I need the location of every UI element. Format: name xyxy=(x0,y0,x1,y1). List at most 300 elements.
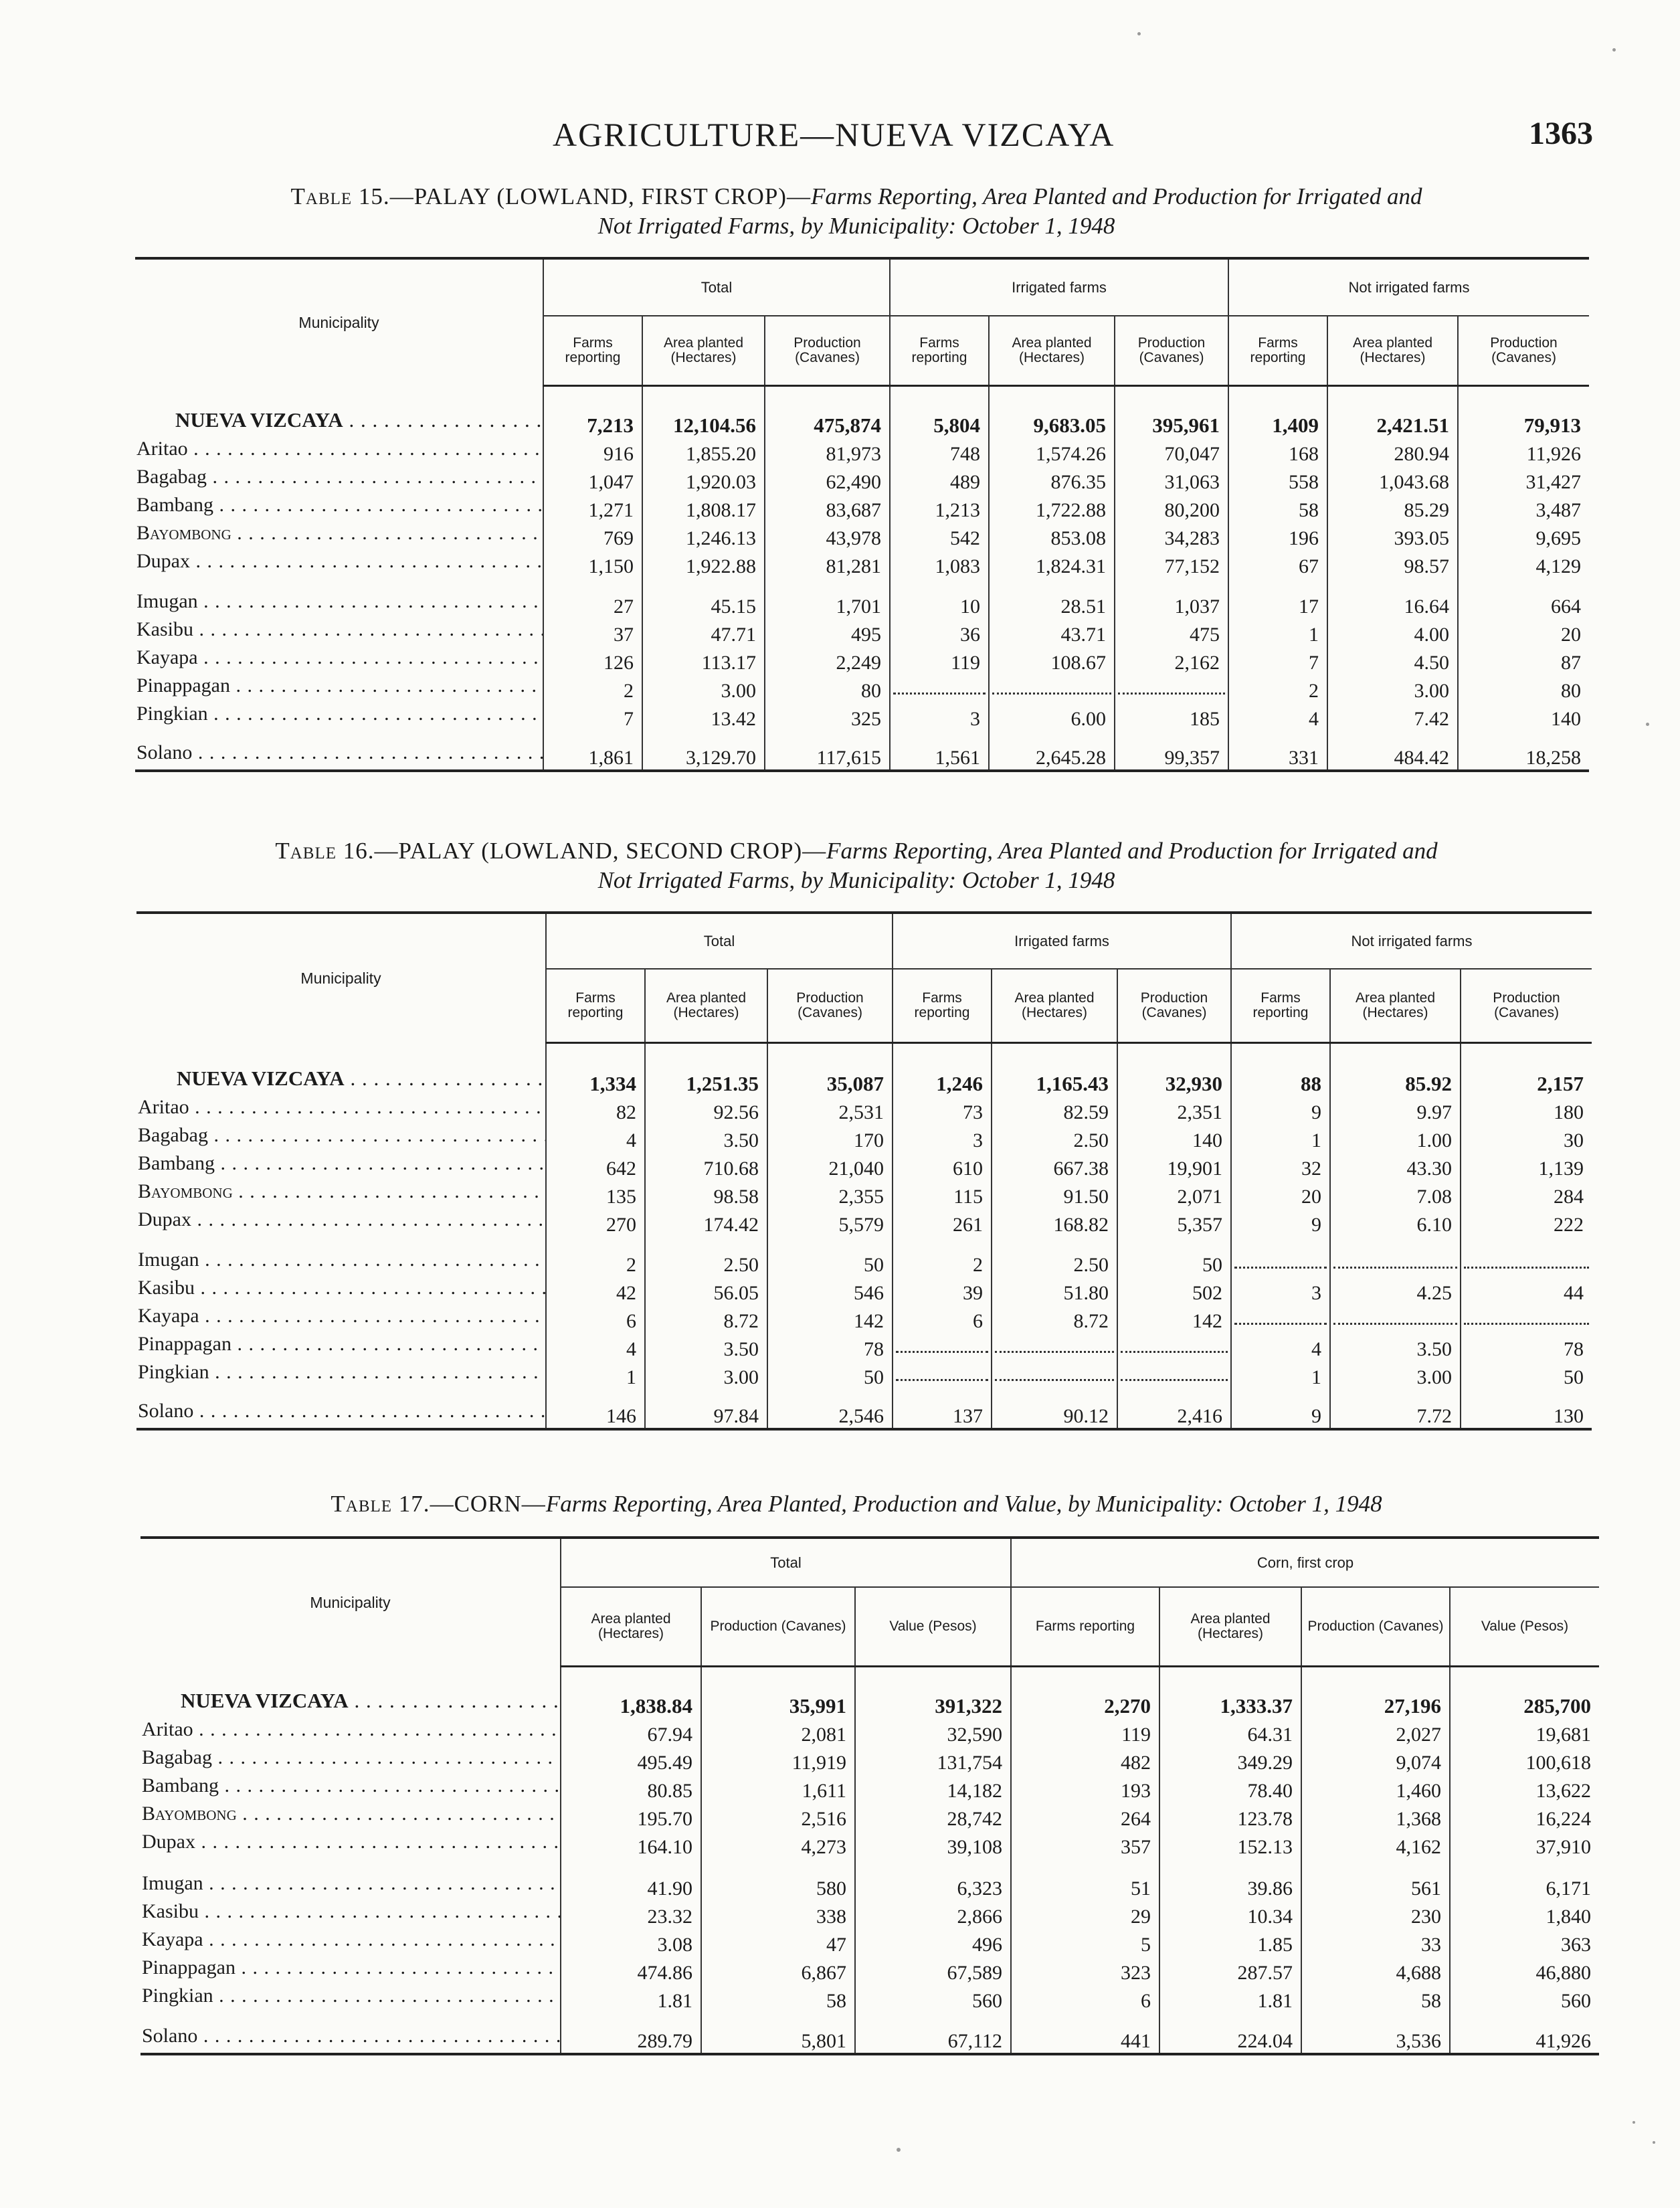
empty-cell xyxy=(1231,1305,1330,1333)
municipality-label: Bagabag xyxy=(138,1124,208,1146)
data-cell: 4.00 xyxy=(1327,618,1458,646)
municipality-label: Imugan xyxy=(136,590,198,612)
municipality-label: Bambang xyxy=(136,494,213,516)
table17-farms-reporting-header: Farms reporting xyxy=(1011,1587,1159,1666)
table15-label: Table 15. xyxy=(290,183,390,209)
data-cell: 45.15 xyxy=(642,578,765,618)
data-cell: 117,615 xyxy=(765,731,890,771)
data-cell: 2 xyxy=(543,674,642,703)
data-cell: 1,083 xyxy=(890,550,989,578)
data-cell: 146 xyxy=(546,1389,645,1429)
data-cell: 3.50 xyxy=(645,1124,767,1152)
data-cell: 2,546 xyxy=(767,1389,893,1429)
data-cell: 90.12 xyxy=(992,1389,1117,1429)
data-cell: 9,074 xyxy=(1301,1746,1450,1774)
municipality-name xyxy=(135,731,543,771)
table17-production-header: Production (Cavanes) xyxy=(1301,1587,1450,1666)
data-cell: 1,047 xyxy=(543,466,642,494)
table15-area-planted-header: Area planted (Hectares) xyxy=(1327,316,1458,385)
table16-production-header: Production (Cavanes) xyxy=(767,969,893,1042)
data-cell: 6,323 xyxy=(855,1859,1011,1900)
data-cell: 58 xyxy=(701,1985,855,2013)
municipality-label: Bagabag xyxy=(142,1746,212,1768)
municipality-name xyxy=(136,1277,546,1305)
data-cell: 6.00 xyxy=(989,703,1115,731)
data-cell: 81,973 xyxy=(765,438,890,466)
data-cell: 12,104.56 xyxy=(642,385,765,438)
data-cell: 1,246 xyxy=(893,1042,992,1096)
municipality-label: NUEVA VIZCAYA xyxy=(181,1689,349,1712)
data-cell: 3.00 xyxy=(1330,1361,1461,1389)
table-row xyxy=(141,1774,1599,1803)
data-cell: 1,922.88 xyxy=(642,550,765,578)
table15-production-header: Production (Cavanes) xyxy=(1458,316,1589,385)
table-row xyxy=(136,1208,1592,1236)
data-cell: 78 xyxy=(1461,1333,1592,1361)
data-cell: 62,490 xyxy=(765,466,890,494)
data-cell: 2,027 xyxy=(1301,1718,1450,1746)
data-cell: 137 xyxy=(893,1389,992,1429)
municipality-name xyxy=(141,1746,561,1774)
data-cell: 1,246.13 xyxy=(642,522,765,550)
municipality-name xyxy=(135,646,543,674)
data-cell: 261 xyxy=(893,1208,992,1236)
table17-total-header: Total xyxy=(561,1538,1011,1587)
municipality-name xyxy=(136,1389,546,1429)
table-row xyxy=(135,731,1589,771)
data-cell: 82 xyxy=(546,1096,645,1124)
municipality-name xyxy=(135,438,543,466)
data-cell: 2,866 xyxy=(855,1900,1011,1928)
data-cell: 73 xyxy=(893,1096,992,1124)
data-cell: 81,281 xyxy=(765,550,890,578)
data-cell: 3,129.70 xyxy=(642,731,765,771)
data-cell: 4.50 xyxy=(1327,646,1458,674)
data-cell: 769 xyxy=(543,522,642,550)
running-head xyxy=(0,115,1680,162)
data-cell: 8.72 xyxy=(992,1305,1117,1333)
table16-label: Table 16. xyxy=(275,838,375,864)
empty-cell xyxy=(1117,1361,1231,1389)
data-cell: 88 xyxy=(1231,1042,1330,1096)
municipality-name xyxy=(141,1928,561,1956)
data-cell: 19,681 xyxy=(1450,1718,1599,1746)
table-row xyxy=(141,1956,1599,1985)
data-cell: 2,416 xyxy=(1117,1389,1231,1429)
data-cell: 39,108 xyxy=(855,1831,1011,1859)
data-cell: 2,351 xyxy=(1117,1096,1231,1124)
municipality-name xyxy=(135,494,543,522)
table16-total-row xyxy=(136,1042,1592,1096)
data-cell: 331 xyxy=(1228,731,1327,771)
municipality-label: Pingkian xyxy=(136,703,208,725)
municipality-label: Solano xyxy=(136,741,193,763)
municipality-name xyxy=(141,2013,561,2054)
table17-value-header: Value (Pesos) xyxy=(1450,1587,1599,1666)
table16-farms-reporting-header: Farms reporting xyxy=(1231,969,1330,1042)
data-cell: 1,855.20 xyxy=(642,438,765,466)
table17-caption xyxy=(134,1489,1579,1519)
data-cell: 558 xyxy=(1228,466,1327,494)
table16-irrigated-header: Irrigated farms xyxy=(893,913,1231,969)
table16-area-planted-header: Area planted (Hectares) xyxy=(992,969,1117,1042)
data-cell: 46,880 xyxy=(1450,1956,1599,1985)
data-cell: 30 xyxy=(1461,1124,1592,1152)
empty-cell xyxy=(1461,1236,1592,1277)
table15-caption xyxy=(134,182,1579,241)
data-cell: 224.04 xyxy=(1159,2013,1301,2054)
table16-total-header: Total xyxy=(546,913,893,969)
table15-production-header: Production (Cavanes) xyxy=(765,316,890,385)
data-cell: 135 xyxy=(546,1180,645,1208)
data-cell: 1,334 xyxy=(546,1042,645,1096)
municipality-label: Solano xyxy=(142,2025,198,2047)
table17 xyxy=(141,1536,1599,2055)
data-cell: 9.97 xyxy=(1330,1096,1461,1124)
municipality-name xyxy=(136,1042,546,1096)
table-row xyxy=(135,618,1589,646)
data-cell: 43.71 xyxy=(989,618,1115,646)
table17-production-header: Production (Cavanes) xyxy=(701,1587,855,1666)
data-cell: 6 xyxy=(546,1305,645,1333)
data-cell: 195.70 xyxy=(561,1803,701,1831)
data-cell: 391,322 xyxy=(855,1666,1011,1718)
data-cell: 560 xyxy=(1450,1985,1599,2013)
data-cell: 1,701 xyxy=(765,578,890,618)
table-row xyxy=(141,2013,1599,2054)
data-cell: 285,700 xyxy=(1450,1666,1599,1718)
data-cell: 78.40 xyxy=(1159,1774,1301,1803)
data-cell: 50 xyxy=(1461,1361,1592,1389)
data-cell: 7.72 xyxy=(1330,1389,1461,1429)
municipality-label: Dupax xyxy=(136,550,190,572)
data-cell: 32,590 xyxy=(855,1718,1011,1746)
data-cell: 108.67 xyxy=(989,646,1115,674)
table16-area-planted-header: Area planted (Hectares) xyxy=(1330,969,1461,1042)
table16-desc-line1: Farms Reporting, Area Planted and Production for Irrigated and xyxy=(826,838,1438,864)
data-cell: 35,087 xyxy=(767,1042,893,1096)
municipality-label: Kasibu xyxy=(142,1900,199,1922)
data-cell: 8.72 xyxy=(645,1305,767,1333)
data-cell: 1,043.68 xyxy=(1327,466,1458,494)
table-row xyxy=(136,1389,1592,1429)
data-cell: 2,421.51 xyxy=(1327,385,1458,438)
data-cell: 2.50 xyxy=(645,1236,767,1277)
data-cell: 142 xyxy=(1117,1305,1231,1333)
municipality-label: NUEVA VIZCAYA xyxy=(177,1067,345,1090)
data-cell: 2,516 xyxy=(701,1803,855,1831)
data-cell: 10 xyxy=(890,578,989,618)
data-cell: 7.42 xyxy=(1327,703,1458,731)
empty-cell xyxy=(1115,674,1228,703)
data-cell: 6 xyxy=(893,1305,992,1333)
data-cell: 36 xyxy=(890,618,989,646)
data-cell: 43,978 xyxy=(765,522,890,550)
municipality-name xyxy=(135,466,543,494)
municipality-name xyxy=(135,522,543,550)
data-cell: 18,258 xyxy=(1458,731,1589,771)
data-cell: 119 xyxy=(1011,1718,1159,1746)
table17-value-header: Value (Pesos) xyxy=(855,1587,1011,1666)
table-row xyxy=(135,646,1589,674)
municipality-name xyxy=(141,1718,561,1746)
municipality-label: NUEVA VIZCAYA xyxy=(175,408,343,432)
page-title: AGRICULTURE—NUEVA VIZCAYA xyxy=(553,116,1115,153)
data-cell: 37 xyxy=(543,618,642,646)
data-cell: 13,622 xyxy=(1450,1774,1599,1803)
data-cell: 193 xyxy=(1011,1774,1159,1803)
data-cell: 664 xyxy=(1458,578,1589,618)
data-cell: 323 xyxy=(1011,1956,1159,1985)
data-cell: 58 xyxy=(1228,494,1327,522)
data-cell: 475 xyxy=(1115,618,1228,646)
municipality-label: Kayapa xyxy=(142,1928,203,1950)
data-cell: 13.42 xyxy=(642,703,765,731)
municipality-label: Aritao xyxy=(136,438,188,460)
table-row xyxy=(136,1333,1592,1361)
data-cell: 1,561 xyxy=(890,731,989,771)
table-row xyxy=(135,522,1589,550)
table-row xyxy=(135,674,1589,703)
data-cell: 6,171 xyxy=(1450,1859,1599,1900)
data-cell: 4,162 xyxy=(1301,1831,1450,1859)
municipality-name xyxy=(136,1124,546,1152)
data-cell: 23.32 xyxy=(561,1900,701,1928)
data-cell: 1,139 xyxy=(1461,1152,1592,1180)
table-row xyxy=(136,1096,1592,1124)
data-cell: 87 xyxy=(1458,646,1589,674)
table15-desc-line1: Farms Reporting, Area Planted and Production for Irrigated and xyxy=(810,183,1422,209)
municipality-label: Bambang xyxy=(142,1774,219,1797)
data-cell: 1,037 xyxy=(1115,578,1228,618)
data-cell: 168.82 xyxy=(992,1208,1117,1236)
data-cell: 1 xyxy=(1231,1361,1330,1389)
table-row xyxy=(135,466,1589,494)
data-cell: 7,213 xyxy=(543,385,642,438)
data-cell: 284 xyxy=(1461,1180,1592,1208)
data-cell: 58 xyxy=(1301,1985,1450,2013)
data-cell: 19,901 xyxy=(1117,1152,1231,1180)
data-cell: 50 xyxy=(767,1361,893,1389)
data-cell: 80,200 xyxy=(1115,494,1228,522)
data-cell: 152.13 xyxy=(1159,1831,1301,1859)
municipality-label: Kayapa xyxy=(136,646,198,668)
data-cell: 357 xyxy=(1011,1831,1159,1859)
data-cell: 542 xyxy=(890,522,989,550)
municipality-name xyxy=(135,674,543,703)
data-cell: 164.10 xyxy=(561,1831,701,1859)
data-cell: 710.68 xyxy=(645,1152,767,1180)
municipality-label: Bayombong xyxy=(138,1180,233,1202)
data-cell: 876.35 xyxy=(989,466,1115,494)
data-cell: 489 xyxy=(890,466,989,494)
data-cell: 14,182 xyxy=(855,1774,1011,1803)
data-cell: 916 xyxy=(543,438,642,466)
table15-irrigated-header: Irrigated farms xyxy=(890,258,1228,316)
data-cell: 1,150 xyxy=(543,550,642,578)
table16 xyxy=(136,911,1592,1431)
table16-area-planted-header: Area planted (Hectares) xyxy=(645,969,767,1042)
data-cell: 3 xyxy=(1231,1277,1330,1305)
data-cell: 77,152 xyxy=(1115,550,1228,578)
data-cell: 98.57 xyxy=(1327,550,1458,578)
data-cell: 50 xyxy=(1117,1236,1231,1277)
data-cell: 1,213 xyxy=(890,494,989,522)
table16-subject: —PALAY (LOWLAND, SECOND CROP)— xyxy=(374,838,827,864)
data-cell: 264 xyxy=(1011,1803,1159,1831)
table15 xyxy=(135,257,1589,772)
table-row xyxy=(141,1831,1599,1859)
data-cell: 2,249 xyxy=(765,646,890,674)
data-cell: 2 xyxy=(546,1236,645,1277)
data-cell: 484.42 xyxy=(1327,731,1458,771)
table-row xyxy=(141,1803,1599,1831)
municipality-label: Pinappagan xyxy=(136,674,230,697)
data-cell: 5 xyxy=(1011,1928,1159,1956)
data-cell: 289.79 xyxy=(561,2013,701,2054)
data-cell: 3.00 xyxy=(1327,674,1458,703)
data-cell: 51.80 xyxy=(992,1277,1117,1305)
table16-farms-reporting-header: Farms reporting xyxy=(546,969,645,1042)
table16-desc-line2: Not Irrigated Farms, by Municipality: October 1, 1948 xyxy=(597,867,1115,893)
data-cell: 131,754 xyxy=(855,1746,1011,1774)
data-cell: 85.29 xyxy=(1327,494,1458,522)
data-cell: 393.05 xyxy=(1327,522,1458,550)
data-cell: 475,874 xyxy=(765,385,890,438)
table15-desc-line2: Not Irrigated Farms, by Municipality: October 1, 1948 xyxy=(597,213,1115,239)
data-cell: 123.78 xyxy=(1159,1803,1301,1831)
data-cell: 35,991 xyxy=(701,1666,855,1718)
table-row xyxy=(136,1361,1592,1389)
data-cell: 78 xyxy=(767,1333,893,1361)
municipality-label: Imugan xyxy=(142,1872,203,1894)
municipality-name xyxy=(141,1774,561,1803)
municipality-name xyxy=(141,1956,561,1985)
data-cell: 1,251.35 xyxy=(645,1042,767,1096)
municipality-name xyxy=(136,1096,546,1124)
data-cell: 16.64 xyxy=(1327,578,1458,618)
municipality-name xyxy=(135,618,543,646)
data-cell: 2 xyxy=(893,1236,992,1277)
data-cell: 4 xyxy=(546,1124,645,1152)
data-cell: 99,357 xyxy=(1115,731,1228,771)
data-cell: 4,129 xyxy=(1458,550,1589,578)
table17-subject: —CORN— xyxy=(430,1491,546,1517)
table17-municipality-header: Municipality xyxy=(310,1594,391,1611)
data-cell: 119 xyxy=(890,646,989,674)
table15-area-planted-header: Area planted (Hectares) xyxy=(989,316,1115,385)
data-cell: 1,920.03 xyxy=(642,466,765,494)
table-row xyxy=(141,1718,1599,1746)
data-cell: 6,867 xyxy=(701,1956,855,1985)
table15-total-header: Total xyxy=(543,258,890,316)
municipality-name xyxy=(135,703,543,731)
data-cell: 31,063 xyxy=(1115,466,1228,494)
data-cell: 853.08 xyxy=(989,522,1115,550)
table-row xyxy=(136,1277,1592,1305)
data-cell: 28,742 xyxy=(855,1803,1011,1831)
data-cell: 4 xyxy=(1231,1333,1330,1361)
data-cell: 3.00 xyxy=(645,1361,767,1389)
municipality-name xyxy=(136,1152,546,1180)
municipality-name xyxy=(141,1666,561,1718)
data-cell: 41.90 xyxy=(561,1859,701,1900)
data-cell: 80 xyxy=(1458,674,1589,703)
data-cell: 51 xyxy=(1011,1859,1159,1900)
table-row xyxy=(141,1859,1599,1900)
data-cell: 2,645.28 xyxy=(989,731,1115,771)
data-cell: 1,368 xyxy=(1301,1803,1450,1831)
municipality-label: Pinappagan xyxy=(142,1956,236,1979)
data-cell: 287.57 xyxy=(1159,1956,1301,1985)
data-cell: 1.81 xyxy=(561,1985,701,2013)
data-cell: 20 xyxy=(1231,1180,1330,1208)
data-cell: 642 xyxy=(546,1152,645,1180)
data-cell: 7.08 xyxy=(1330,1180,1461,1208)
municipality-label: Solano xyxy=(138,1400,194,1422)
data-cell: 196 xyxy=(1228,522,1327,550)
empty-cell xyxy=(992,1333,1117,1361)
data-cell: 502 xyxy=(1117,1277,1231,1305)
table16-production-header: Production (Cavanes) xyxy=(1461,969,1592,1042)
data-cell: 349.29 xyxy=(1159,1746,1301,1774)
data-cell: 395,961 xyxy=(1115,385,1228,438)
table17-first-crop-header: Corn, first crop xyxy=(1011,1538,1599,1587)
municipality-label: Dupax xyxy=(142,1831,195,1853)
data-cell: 3,487 xyxy=(1458,494,1589,522)
data-cell: 1,840 xyxy=(1450,1900,1599,1928)
data-cell: 2,162 xyxy=(1115,646,1228,674)
table17-label: Table 17. xyxy=(331,1491,430,1517)
municipality-name xyxy=(135,578,543,618)
table-row xyxy=(136,1124,1592,1152)
table-row xyxy=(141,1900,1599,1928)
table17-desc-line1: Farms Reporting, Area Planted, Production and Value, by Municipality: October 1, 1948 xyxy=(545,1491,1382,1517)
table17-area-planted-header: Area planted (Hectares) xyxy=(1159,1587,1301,1666)
data-cell: 85.92 xyxy=(1330,1042,1461,1096)
data-cell: 82.59 xyxy=(992,1096,1117,1124)
data-cell: 1,824.31 xyxy=(989,550,1115,578)
data-cell: 98.58 xyxy=(645,1180,767,1208)
data-cell: 67,112 xyxy=(855,2013,1011,2054)
table-row xyxy=(135,494,1589,522)
data-cell: 1,271 xyxy=(543,494,642,522)
municipality-label: Pingkian xyxy=(138,1361,209,1383)
data-cell: 7 xyxy=(1228,646,1327,674)
data-cell: 1,808.17 xyxy=(642,494,765,522)
data-cell: 140 xyxy=(1117,1124,1231,1152)
data-cell: 222 xyxy=(1461,1208,1592,1236)
data-cell: 270 xyxy=(546,1208,645,1236)
data-cell: 5,804 xyxy=(890,385,989,438)
data-cell: 27 xyxy=(543,578,642,618)
table16-municipality-header: Municipality xyxy=(300,970,381,987)
data-cell: 546 xyxy=(767,1277,893,1305)
data-cell: 482 xyxy=(1011,1746,1159,1774)
data-cell: 2.50 xyxy=(992,1236,1117,1277)
data-cell: 31,427 xyxy=(1458,466,1589,494)
data-cell: 2,531 xyxy=(767,1096,893,1124)
data-cell: 67,589 xyxy=(855,1956,1011,1985)
data-cell: 185 xyxy=(1115,703,1228,731)
data-cell: 7 xyxy=(543,703,642,731)
data-cell: 67.94 xyxy=(561,1718,701,1746)
data-cell: 1 xyxy=(546,1361,645,1389)
empty-cell xyxy=(1461,1305,1592,1333)
data-cell: 39.86 xyxy=(1159,1859,1301,1900)
data-cell: 2,270 xyxy=(1011,1666,1159,1718)
table16-caption xyxy=(134,836,1579,895)
